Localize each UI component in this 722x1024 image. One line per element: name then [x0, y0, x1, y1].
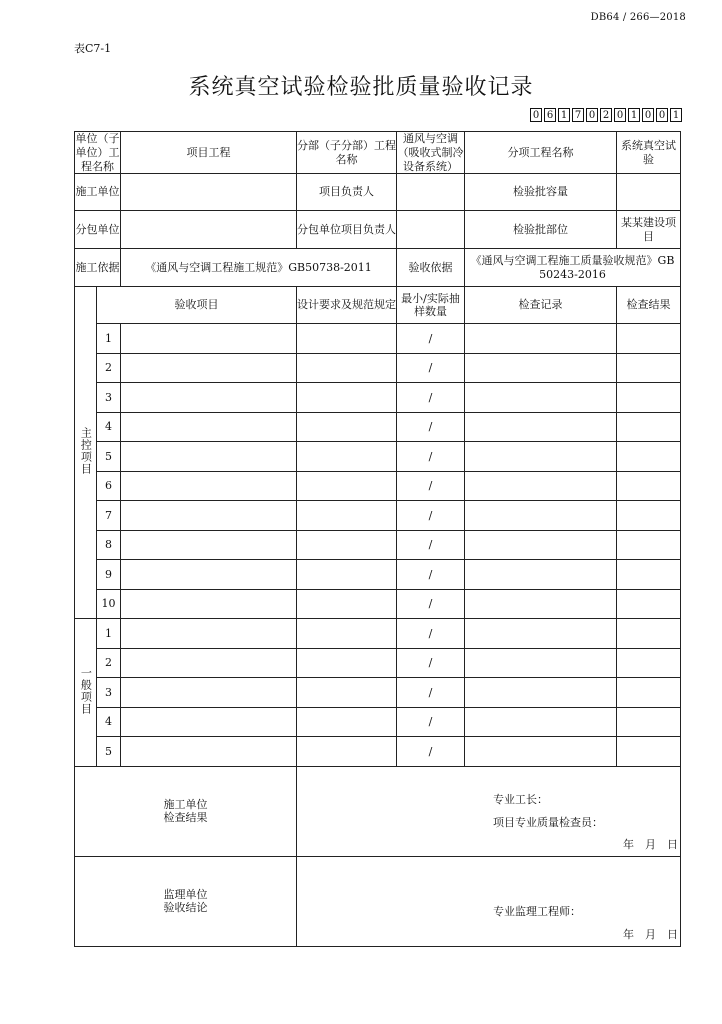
design-cell[interactable]	[297, 471, 397, 501]
acceptance-table	[74, 131, 681, 947]
code-digit: 1	[670, 108, 682, 122]
unit-name-label: 单位（子单位）工程名称	[75, 132, 120, 173]
standard-code: DB64 / 266—2018	[590, 12, 686, 23]
supervising-engineer-label: 专业监理工程师：	[493, 904, 581, 918]
record-cell[interactable]	[465, 501, 617, 531]
row-number: 3	[97, 383, 121, 413]
item-cell[interactable]	[121, 353, 297, 383]
min-cell[interactable]: /	[397, 530, 465, 560]
result-cell[interactable]	[617, 737, 681, 767]
record-cell[interactable]	[465, 530, 617, 560]
record-cell[interactable]	[465, 412, 617, 442]
row-number: 1	[97, 619, 121, 649]
supervisor-conclusion-label: 监理单位验收结论	[75, 856, 297, 946]
design-cell[interactable]	[297, 442, 397, 472]
code-digit: 0	[586, 108, 598, 122]
result-cell[interactable]	[617, 589, 681, 619]
subdivision-label: 分部（子分部）工程名称	[297, 132, 397, 174]
record-cell[interactable]	[465, 648, 617, 678]
design-cell[interactable]	[297, 678, 397, 708]
sub-pm-value[interactable]	[397, 211, 465, 249]
code-digit: 1	[628, 108, 640, 122]
result-cell[interactable]	[617, 501, 681, 531]
subitem-value[interactable]: 系统真空试验	[617, 132, 681, 174]
form-number: 表C7-1	[74, 42, 112, 55]
col-min: 最小/实际抽样数量	[397, 287, 465, 324]
min-cell[interactable]: /	[397, 589, 465, 619]
min-cell[interactable]: /	[397, 442, 465, 472]
subitem-label: 分项工程名称	[465, 132, 617, 174]
main-control-label: 主控项目	[79, 426, 93, 475]
foreman-label: 专业工长：	[493, 792, 548, 806]
batch-capacity-label: 检验批容量	[465, 174, 617, 211]
code-digit: 0	[656, 108, 668, 122]
row-number: 9	[97, 560, 121, 590]
result-cell[interactable]	[617, 383, 681, 413]
quality-inspector-label: 项目专业质量检查员：	[493, 815, 603, 829]
record-cell[interactable]	[465, 353, 617, 383]
record-cell[interactable]	[465, 619, 617, 649]
main-control-section	[75, 287, 97, 619]
contractor-check-area[interactable]	[297, 766, 681, 856]
acceptance-basis-value[interactable]: 《通风与空调工程施工质量验收规范》GB 50243-2016	[465, 249, 681, 287]
min-cell[interactable]: /	[397, 648, 465, 678]
batch-location-value[interactable]: 某某建设项目	[617, 211, 681, 249]
record-cell[interactable]	[465, 560, 617, 590]
acceptance-basis-label: 验收依据	[397, 249, 465, 287]
item-cell[interactable]	[121, 648, 297, 678]
contractor-value[interactable]	[121, 174, 297, 211]
item-cell[interactable]	[121, 442, 297, 472]
design-cell[interactable]	[297, 648, 397, 678]
col-result: 检查结果	[617, 287, 681, 324]
min-cell[interactable]: /	[397, 501, 465, 531]
item-cell[interactable]	[121, 678, 297, 708]
row-number: 5	[97, 442, 121, 472]
batch-location-label: 检验批部位	[465, 211, 617, 249]
design-cell[interactable]	[297, 737, 397, 767]
subcontractor-value[interactable]	[121, 211, 297, 249]
row-number: 10	[97, 589, 121, 619]
result-cell[interactable]	[617, 648, 681, 678]
record-cell[interactable]	[465, 442, 617, 472]
design-cell[interactable]	[297, 560, 397, 590]
code-digit: 0	[530, 108, 542, 122]
general-section	[75, 619, 97, 767]
design-cell[interactable]	[297, 412, 397, 442]
result-cell[interactable]	[617, 324, 681, 354]
result-cell[interactable]	[617, 471, 681, 501]
construction-basis-value[interactable]: 《通风与空调工程施工规范》GB50738-2011	[121, 249, 397, 287]
date-label: 年 月 日	[623, 837, 678, 851]
page-title: 系统真空试验检验批质量验收记录	[188, 75, 534, 100]
item-cell[interactable]	[121, 530, 297, 560]
code-digit: 2	[600, 108, 612, 122]
item-cell[interactable]	[121, 589, 297, 619]
row-number: 2	[97, 353, 121, 383]
result-cell[interactable]	[617, 442, 681, 472]
design-cell[interactable]	[297, 324, 397, 354]
result-cell[interactable]	[617, 412, 681, 442]
design-cell[interactable]	[297, 501, 397, 531]
contractor-label: 施工单位	[75, 174, 121, 211]
record-cell[interactable]	[465, 383, 617, 413]
col-item: 验收项目	[97, 287, 297, 324]
min-cell[interactable]: /	[397, 737, 465, 767]
result-cell[interactable]	[617, 353, 681, 383]
general-label: 一般项目	[79, 666, 93, 715]
row-number: 6	[97, 471, 121, 501]
item-cell[interactable]	[121, 560, 297, 590]
code-digit: 0	[614, 108, 626, 122]
subcontractor-label: 分包单位	[75, 211, 121, 249]
min-cell[interactable]: /	[397, 353, 465, 383]
min-cell[interactable]: /	[397, 619, 465, 649]
item-cell[interactable]	[121, 707, 297, 737]
record-cell[interactable]	[465, 707, 617, 737]
item-cell[interactable]	[121, 737, 297, 767]
min-cell[interactable]: /	[397, 707, 465, 737]
col-record: 检查记录	[465, 287, 617, 324]
code-digit: 6	[544, 108, 556, 122]
result-cell[interactable]	[617, 619, 681, 649]
item-cell[interactable]	[121, 324, 297, 354]
item-cell[interactable]	[121, 383, 297, 413]
code-digit: 7	[572, 108, 584, 122]
min-cell[interactable]: /	[397, 560, 465, 590]
min-cell[interactable]: /	[397, 471, 465, 501]
sub-pm-label: 分包单位项目负责人	[297, 211, 397, 249]
row-number: 7	[97, 501, 121, 531]
project-manager-label: 项目负责人	[297, 174, 397, 211]
result-cell[interactable]	[617, 707, 681, 737]
record-cell[interactable]	[465, 589, 617, 619]
design-cell[interactable]	[297, 383, 397, 413]
item-cell[interactable]	[121, 412, 297, 442]
min-cell[interactable]: /	[397, 412, 465, 442]
project-manager-value[interactable]	[397, 174, 465, 211]
row-number: 8	[97, 530, 121, 560]
min-cell[interactable]: /	[397, 324, 465, 354]
record-cell[interactable]	[465, 678, 617, 708]
design-cell[interactable]	[297, 619, 397, 649]
col-design: 设计要求及规范规定	[297, 287, 397, 324]
result-cell[interactable]	[617, 560, 681, 590]
row-number: 1	[97, 324, 121, 354]
min-cell[interactable]: /	[397, 383, 465, 413]
batch-capacity-value[interactable]	[617, 174, 681, 211]
supervisor-conclusion-area[interactable]	[297, 856, 681, 946]
code-digit: 1	[558, 108, 570, 122]
code-boxes	[530, 108, 682, 122]
code-digit: 0	[642, 108, 654, 122]
item-cell[interactable]	[121, 471, 297, 501]
result-cell[interactable]	[617, 678, 681, 708]
construction-basis-label: 施工依据	[75, 249, 121, 287]
row-number: 4	[97, 707, 121, 737]
item-cell[interactable]	[121, 501, 297, 531]
design-cell[interactable]	[297, 589, 397, 619]
contractor-check-label: 施工单位检查结果	[75, 766, 297, 856]
result-cell[interactable]	[617, 530, 681, 560]
row-number: 5	[97, 737, 121, 767]
unit-name-value[interactable]: 项目工程	[121, 132, 297, 174]
record-cell[interactable]	[465, 324, 617, 354]
row-number: 3	[97, 678, 121, 708]
item-cell[interactable]	[121, 619, 297, 649]
row-number: 4	[97, 412, 121, 442]
subdivision-value[interactable]: 通风与空调（吸收式制冷设备系统）	[397, 132, 464, 173]
record-cell[interactable]	[465, 737, 617, 767]
row-number: 2	[97, 648, 121, 678]
design-cell[interactable]	[297, 530, 397, 560]
date-label: 年 月 日	[623, 927, 678, 941]
record-cell[interactable]	[465, 471, 617, 501]
min-cell[interactable]: /	[397, 678, 465, 708]
design-cell[interactable]	[297, 353, 397, 383]
design-cell[interactable]	[297, 707, 397, 737]
